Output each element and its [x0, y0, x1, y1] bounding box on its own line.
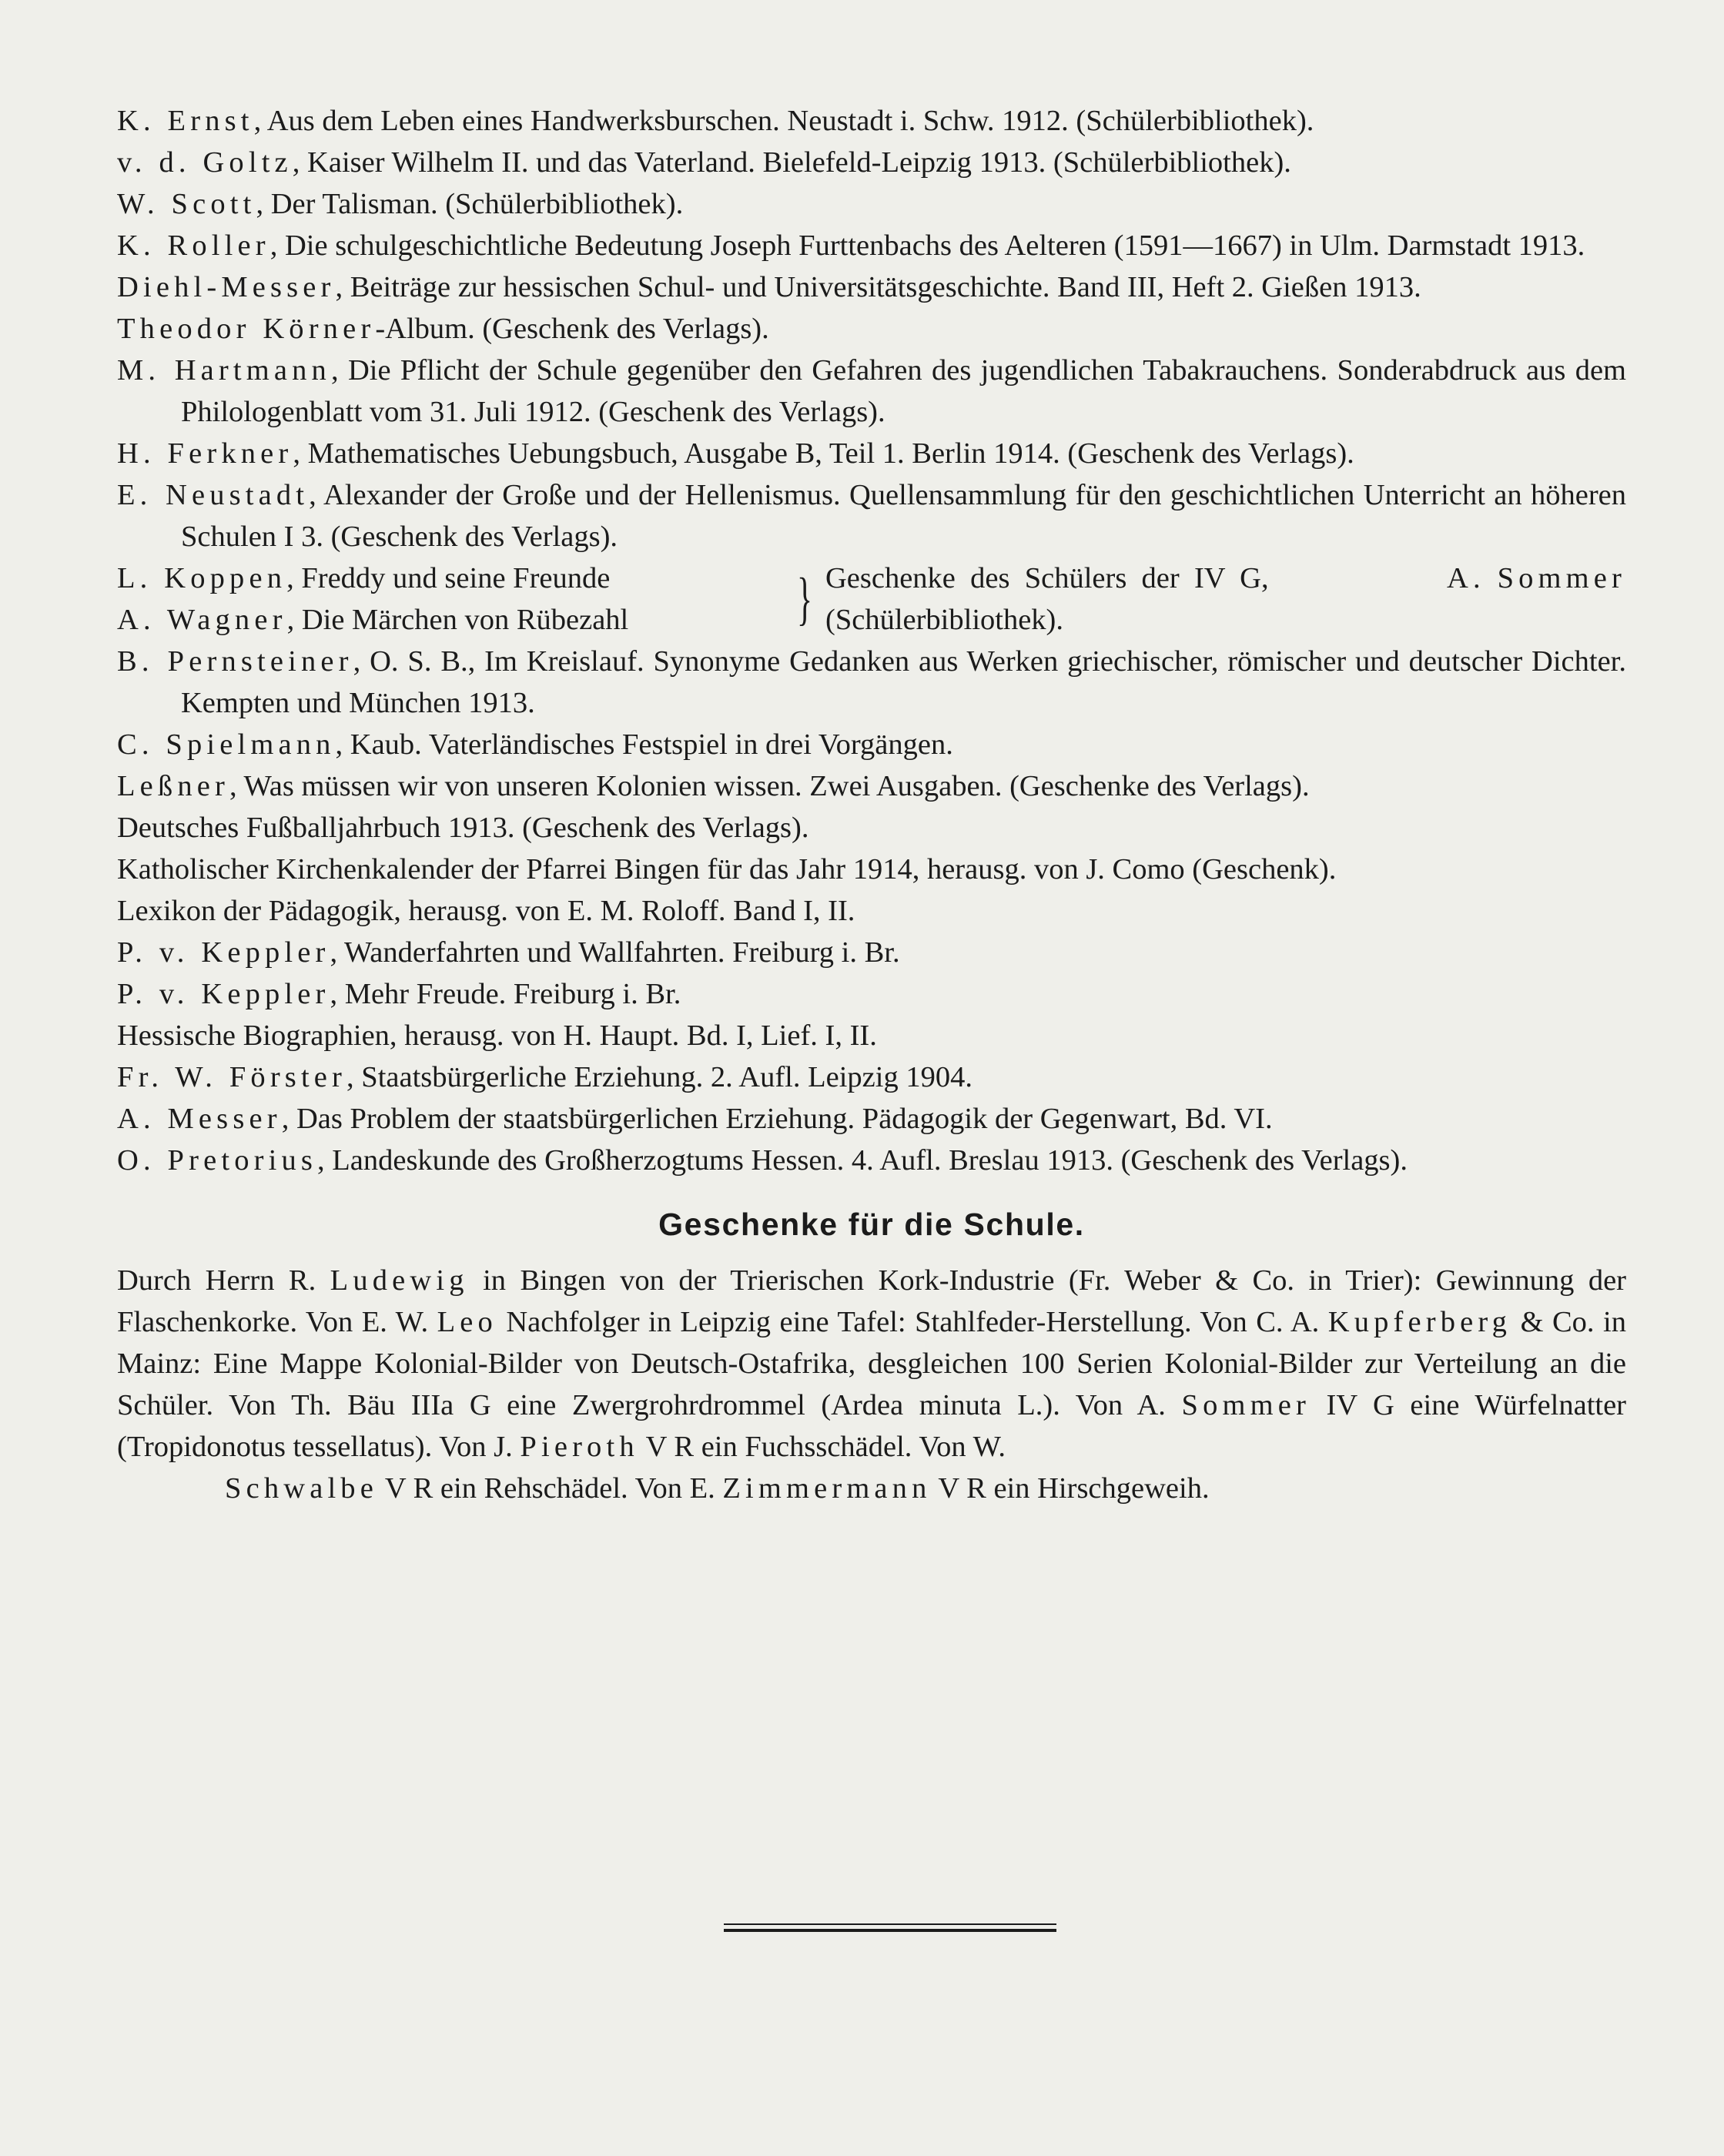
entry-author: K. Ernst: [117, 105, 254, 137]
list-item: [117, 1015, 1626, 1056]
gift-text: & Co. in Mainz: Eine Mappe Kolonial-Bilder von Deutsch-Ostafrika, desgleichen 100 Serien Kolonial-Bilder zur Verteilung an die Schüler. Von Th. Bäu IIIa G eine Zwergrohrdrommel (Ardea minuta L.). Von A.: [117, 1306, 1626, 1421]
gift-text: V R ein Rehschädel. Von E.: [377, 1472, 723, 1505]
curly-brace-icon: }: [796, 567, 813, 631]
list-item: [117, 1098, 1626, 1140]
entry-text: -Album. (Geschenk des Verlags).: [375, 313, 769, 345]
entry-author: v. d. Goltz: [117, 146, 293, 179]
entry-author: Leßner: [117, 770, 229, 802]
gift-text: V R ein Hirschgeweih.: [931, 1472, 1210, 1505]
entry-text: , Kaiser Wilhelm II. und das Vaterland. Bielefeld-Leipzig 1913. (Schülerbibliothek).: [292, 146, 1291, 179]
entry-text: , Das Problem der staatsbürgerlichen Erziehung. Pädagogik der Gegenwart, Bd. VI.: [281, 1103, 1273, 1135]
list-item: [117, 807, 1626, 849]
entry-author: P. v. Keppler: [117, 936, 330, 969]
gift-text: Durch Herrn R.: [117, 1264, 330, 1297]
brace-note: Geschenke des Schülers der IV G,: [825, 562, 1284, 594]
entry-text: , Die Märchen von Rübezahl: [286, 604, 629, 636]
list-item: [117, 1056, 1626, 1098]
list-item: [117, 973, 1626, 1015]
gifts-paragraph: [117, 1260, 1626, 1509]
entry-text: , Kaub. Vaterländisches Festspiel in drei Vorgängen.: [335, 728, 953, 761]
list-item: [117, 142, 1626, 183]
entry-author: L. Koppen: [117, 562, 287, 594]
entry-author: E. Neustadt: [117, 479, 310, 511]
entry-text: , Freddy und seine Freunde: [286, 562, 611, 594]
list-item: [117, 724, 1626, 765]
entry-author: O. Pretorius: [117, 1144, 317, 1177]
list-item: [117, 641, 1626, 724]
donor-name: Sommer: [1181, 1389, 1311, 1421]
entry-text: , Mehr Freude. Freiburg i. Br.: [330, 978, 681, 1010]
book-list: [117, 100, 1626, 1509]
brace-note-2: (Schülerbibliothek).: [825, 604, 1063, 636]
entry-author: Theodor Körner: [117, 313, 376, 345]
donor-name: Kupferberg: [1327, 1306, 1512, 1338]
donor-name: Zimmermann: [722, 1472, 932, 1505]
gift-text: IV G eine Würfelnatter (Tropidonotus tessellatus). Von J.: [117, 1389, 1626, 1463]
list-item: [117, 183, 1626, 225]
entry-text: , Staatsbürgerliche Erziehung. 2. Aufl. Leipzig 1904.: [346, 1061, 972, 1093]
entry-text: Hessische Biographien, herausg. von H. Haupt. Bd. I, Lief. I, II.: [117, 1019, 877, 1052]
entry-author: H. Ferkner: [117, 437, 293, 470]
list-item: [117, 599, 795, 641]
entry-text: , Was müssen wir von unseren Kolonien wissen. Zwei Ausgaben. (Geschenke des Verlags).: [229, 770, 1310, 802]
list-item: [117, 474, 1626, 557]
entry-text: Deutsches Fußballjahrbuch 1913. (Geschenk des Verlags).: [117, 812, 809, 844]
entry-author: Fr. W. Förster: [117, 1061, 347, 1093]
list-item: [117, 308, 1626, 350]
entry-author: W. Scott: [117, 188, 256, 220]
rule-line: [724, 1923, 1056, 1925]
donor-name: Leo: [437, 1306, 497, 1338]
section-heading: Geschenke für die Schule.: [658, 1207, 1085, 1242]
entry-text: Lexikon der Pädagogik, herausg. von E. M. Roloff. Band I, II.: [117, 895, 855, 927]
entry-author: P. v. Keppler: [117, 978, 330, 1010]
list-item: [117, 890, 1626, 932]
entry-author: A. Wagner: [117, 604, 287, 636]
list-item: [117, 765, 1626, 807]
entry-list-2: [117, 641, 1626, 1181]
entry-author: B. Pernsteiner: [117, 645, 353, 678]
list-item: [117, 350, 1626, 433]
list-item: [117, 266, 1626, 308]
entry-text: , Der Talisman. (Schülerbibliothek).: [256, 188, 684, 220]
entry-text: , Alexander der Große und der Hellenismus. Quellensammlung für den geschichtlichen Unterricht an höheren Schulen I 3. (Geschenk des Verlags).: [181, 479, 1626, 553]
donor-name: Ludewig: [330, 1264, 469, 1297]
donor-name: Schwalbe: [225, 1472, 378, 1505]
entry-text: , Aus dem Leben eines Handwerksburschen. Neustadt i. Schw. 1912. (Schülerbibliothek).: [253, 105, 1314, 137]
donor-name: A. Sommer: [1447, 562, 1626, 594]
gift-text: Nachfolger in Leipzig eine Tafel: Stahlfeder-Herstellung. Von C. A.: [497, 1306, 1328, 1338]
entry-author: M. Hartmann: [117, 354, 331, 387]
list-item: [117, 225, 1626, 266]
list-item: [117, 100, 1626, 142]
entry-text: , Die Pflicht der Schule gegenüber den Gefahren des jugendlichen Tabakrauchens. Sonderabdruck aus dem Philologenblatt vom 31. Juli 1912. (Geschenk des Verlags).: [181, 354, 1626, 428]
list-item: [117, 932, 1626, 973]
list-item: [117, 557, 795, 599]
donor-name: Pieroth: [520, 1431, 639, 1463]
entry-author: Diehl-Messer: [117, 271, 336, 303]
entry-text: , O. S. B., Im Kreislauf. Synonyme Gedanken aus Werken griechischer, römischer und deutscher Dichter. Kempten und München 1913.: [181, 645, 1626, 719]
gift-text: in Bingen von der Trierischen Kork-Industrie (Fr. Weber & Co. in Trier): Gewinnung der Flaschenkorke. Von E. W.: [117, 1264, 1626, 1338]
entry-text: , Wanderfahrten und Wallfahrten. Freiburg i. Br.: [330, 936, 900, 969]
closing-rule: [724, 1923, 1056, 1936]
entry-text: , Landeskunde des Großherzogtums Hessen. 4. Aufl. Breslau 1913. (Geschenk des Verlags).: [317, 1144, 1408, 1177]
entry-author: A. Messer: [117, 1103, 282, 1135]
entry-text: , Die schulgeschichtliche Bedeutung Joseph Furttenbachs des Aelteren (1591—1667) in Ulm. Darmstadt 1913.: [269, 229, 1585, 262]
brace-group: [117, 557, 1626, 641]
list-item: [117, 433, 1626, 474]
entry-text: , Beiträge zur hessischen Schul- und Universitätsgeschichte. Band III, Heft 2. Gießen 1913.: [335, 271, 1421, 303]
entry-author: C. Spielmann: [117, 728, 336, 761]
entry-text: , Mathematisches Uebungsbuch, Ausgabe B, Teil 1. Berlin 1914. (Geschenk des Verlags).: [293, 437, 1354, 470]
rule-line: [724, 1929, 1056, 1932]
entry-text: Katholischer Kirchenkalender der Pfarrei Bingen für das Jahr 1914, herausg. von J. Como (Geschenk).: [117, 853, 1337, 886]
list-item: [117, 1140, 1626, 1181]
gift-text: V R ein Fuchsschädel. Von W.: [638, 1431, 1006, 1463]
entry-list-1: [117, 100, 1626, 557]
list-item: [117, 849, 1626, 890]
entry-author: K. Roller: [117, 229, 270, 262]
